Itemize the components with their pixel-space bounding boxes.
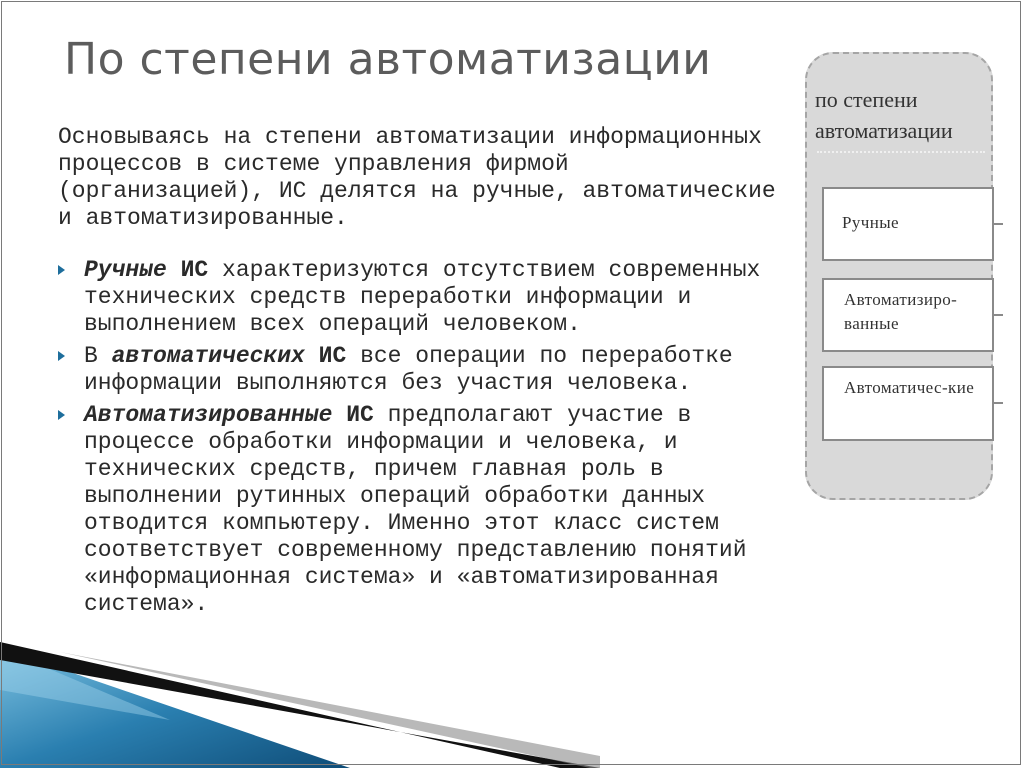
bullet-item-manual <box>58 257 783 338</box>
diagram-box-manual: Ручные <box>822 187 994 261</box>
diagram-connector <box>993 223 1003 225</box>
slide-body <box>58 124 783 623</box>
slide-title: По степени автоматизации <box>64 34 712 85</box>
diagram-title: по степени автоматизации <box>815 87 953 143</box>
bullet-text: все операции по переработке информации выполняются без участия человека. <box>84 343 733 396</box>
diagram-box-automated: Автоматизиро-ванные <box>822 278 994 352</box>
intro-paragraph: Основываясь на степени автоматизации информационных процессов в системе управления фирмой (организацией), ИС делятся на ручные, автоматические и автоматизированные. <box>58 124 776 231</box>
diagram-connector <box>993 402 1003 404</box>
bullet-is-label: ИС <box>304 343 347 369</box>
bullet-is-label: ИС <box>166 257 209 283</box>
triangle-bullet-icon <box>58 410 65 420</box>
bullet-text: характеризуются отсутствием современных технических средств переработки информации и выполнением всех операций человеком. <box>84 257 761 337</box>
bullet-text: предполагают участие в процессе обработки информации и человека, и технических средств, причем главная роль в выполнении рутинных операций обработки данных отводится компьютеру. Именно этот класс систем соответствует современному представлению понятий «информационная система» и «автоматизированная система». <box>84 402 747 617</box>
diagram-box-automatic: Автоматичес-кие <box>822 366 994 441</box>
bullet-term: автоматических <box>111 343 305 369</box>
bullet-is-label: ИС <box>332 402 374 428</box>
triangle-bullet-icon <box>58 265 65 275</box>
diagram-connector <box>993 314 1003 316</box>
bullet-pre: В <box>84 343 112 369</box>
bullet-item-automatic <box>58 343 783 397</box>
bullet-list <box>58 257 783 618</box>
triangle-bullet-icon <box>58 351 65 361</box>
bullet-term: Автоматизированные <box>84 402 333 428</box>
bullet-item-automated <box>58 402 783 618</box>
bullet-term: Ручные <box>84 257 167 283</box>
diagram-divider <box>817 151 985 153</box>
